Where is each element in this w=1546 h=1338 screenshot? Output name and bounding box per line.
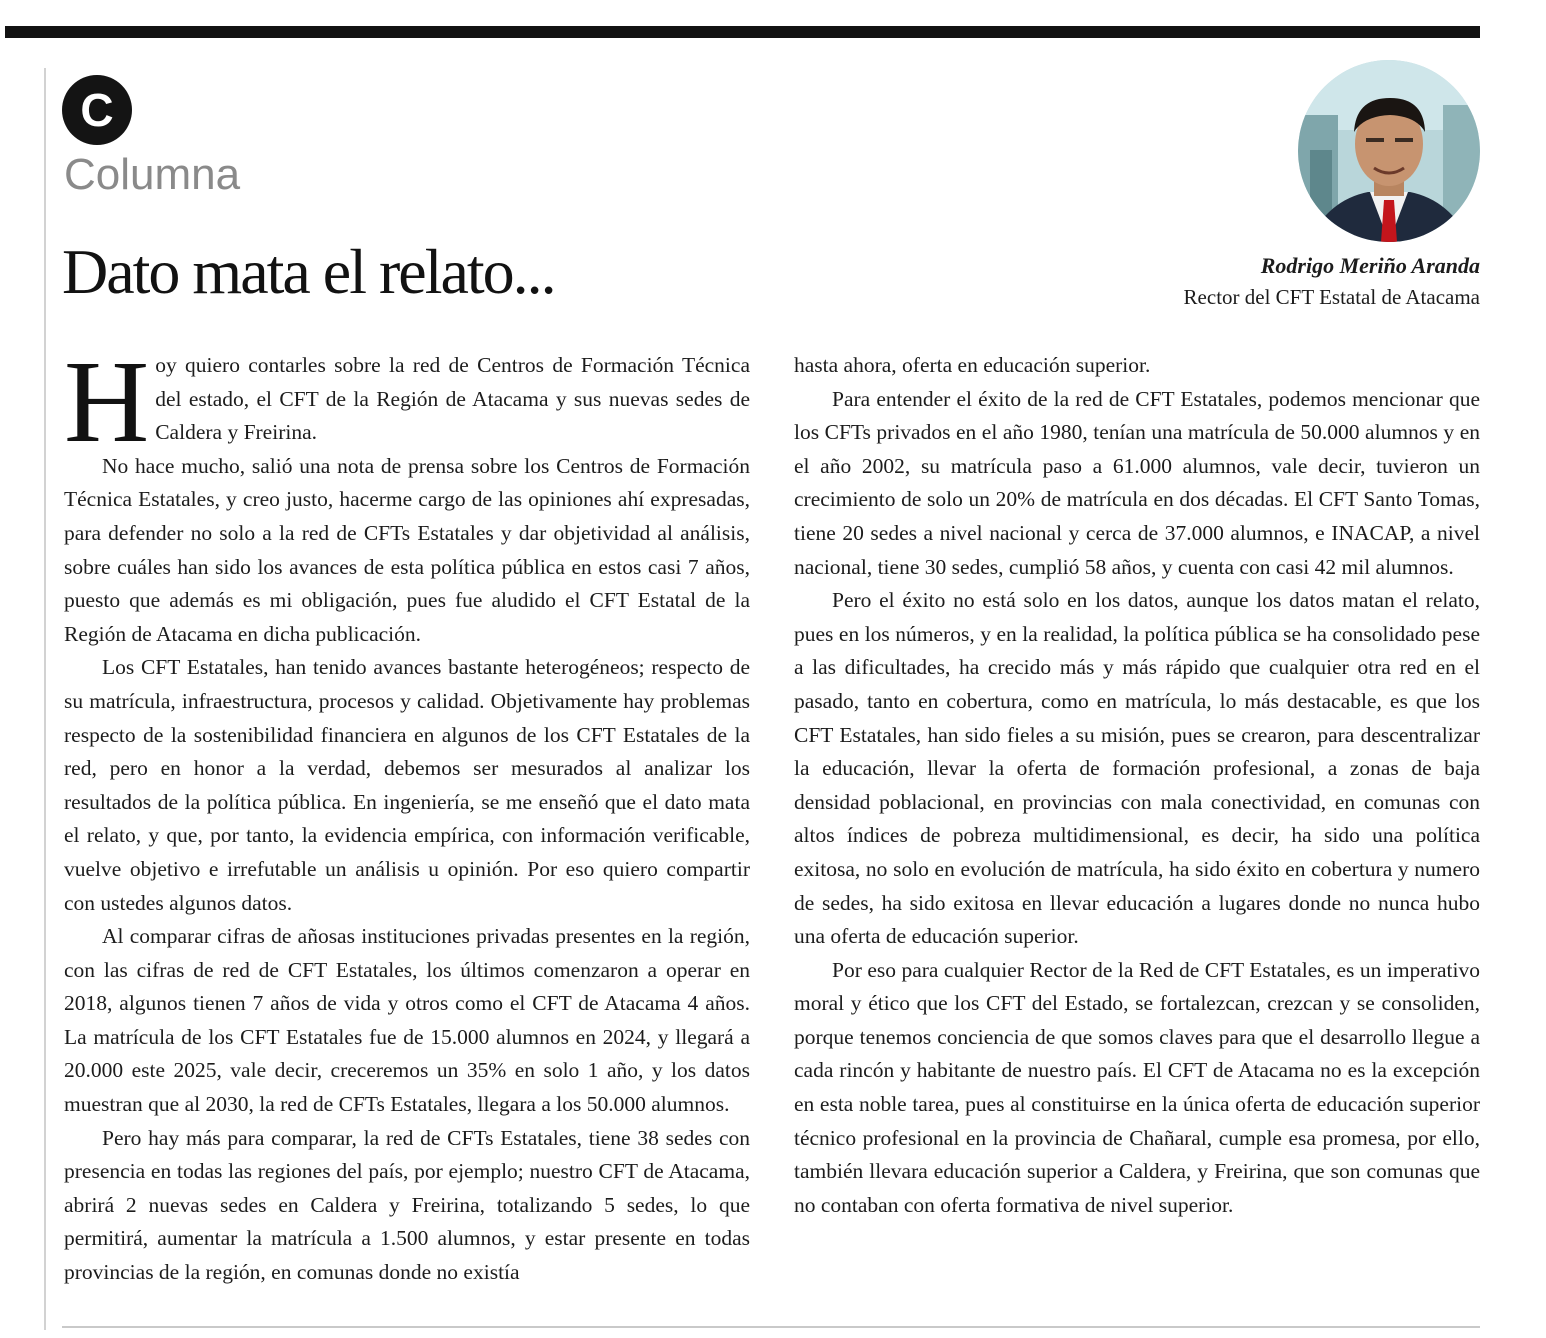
left-margin-rule — [44, 68, 46, 1330]
paragraph-3: Los CFT Estatales, han tenido avances bastante heterogéneos; respecto de su matrícula, infraestructura, procesos y calidad. Objetivamente hay problemas respecto de la sostenibilidad financiera en algunos de los CFT Estatales de la red, pero en honor a la verdad, debemos ser mesurados al analizar los resultados de la política pública. En ingeniería, se me enseñó que el dato mata el relato, y que, por tanto, la evidencia empírica, con información verificable, vuelve objetivo e irrefutable un análisis u opinión. Por eso quiero compartir con ustedes algunos datos. — [64, 655, 750, 915]
paragraph-4: Al comparar cifras de añosas instituciones privadas presentes en la región, con las cifras de red de CFT Estatales, los últimos comenzaron a operar en 2018, algunos tienen 7 años de vida y otros como el CFT de Atacama 4 años. La matrícula de los CFT Estatales fue de 15.000 alumnos en 2024, y llegará a 20.000 este 2025, vale decir, creceremos un 35% en solo 1 año, y los datos muestran que al 2030, la red de CFTs Estatales, llegara a los 50.000 alumnos. — [64, 924, 750, 1117]
author-name: Rodrigo Meriño Aranda — [1260, 253, 1480, 278]
paragraph-8: Por eso para cualquier Rector de la Red de CFT Estatales, es un imperativo moral y ético que los CFT del Estado, se fortalezcan, crezcan y se consoliden, porque tenemos conciencia de que somos claves para que el desarrollo llegue a cada rincón y habitante de nuestro país. El CFT de Atacama no es la excepción en esta noble tarea, pues al constituirse en la única oferta de educación superior técnico profesional en la provincia de Chañaral, cumple esa promesa, por ello, también llevara educación superior a Caldera, y Freirina, que son comunas que no contaban con oferta formativa de nivel superior. — [794, 957, 1480, 1217]
bottom-rule — [62, 1326, 1480, 1328]
drop-cap: H — [64, 336, 150, 467]
paragraph-5-continued: hasta ahora, oferta en educación superior. — [794, 353, 1151, 377]
author-role: Rector del CFT Estatal de Atacama — [1183, 285, 1480, 309]
top-rule — [5, 26, 1480, 38]
section-badge — [62, 75, 132, 145]
paragraph-7: Pero el éxito no está solo en los datos, aunque los datos matan el relato, pues en los números, y en la realidad, la política pública se ha consolidado pese a las dificultades, ha crecido más y más rápido que cualquier otra red en el pasado, tanto en cobertura, como en matrícula, lo más destacable, es que los CFT Estatales, han sido fieles a su misión, pues se crearon, para descentralizar la educación, llevar la oferta de formación profesional, a zonas de baja densidad poblacional, en provincias con mala conectividad, en comunas con altos índices de pobreza multidimensional, es decir, ha sido una política exitosa, no solo en evolución de matrícula, ha sido éxito en cobertura y numero de sedes, ha sido exitosa en llevar educación a lugares donde no nunca hubo una oferta de educación superior. — [794, 588, 1480, 949]
article-column-right — [794, 349, 1480, 1222]
headline: Dato mata el relato... — [62, 236, 555, 307]
article-column-left — [64, 336, 750, 1290]
paragraph-2: No hace mucho, salió una nota de prensa sobre los Centros de Formación Técnica Estatales, y creo justo, hacerme cargo de las opiniones ahí expresadas, para defender no solo a la red de CFTs Estatales y dar objetividad al análisis, sobre cuáles han sido los avances de esta política pública en estos casi 7 años, puesto que además es mi obligación, pues fue aludido el CFT Estatal de la Región de Atacama en dicha publicación. — [64, 453, 750, 646]
author-photo — [1298, 60, 1480, 242]
paragraph-6: Para entender el éxito de la red de CFT Estatales, podemos mencionar que los CFTs privados en el año 1980, tenían una matrícula de 50.000 alumnos y en el año 2002, su matrícula paso a 61.000 alumnos, vale decir, tuvieron un crecimiento de solo un 20% de matrícula en dos décadas. El CFT Santo Tomas, tiene 20 sedes a nivel nacional y cerca de 37.000 alumnos, e INACAP, a nivel nacional, tiene 30 sedes, cumplió 58 años, y cuenta con casi 42 mil alumnos. — [794, 386, 1480, 579]
paragraph-1 — [64, 336, 750, 467]
paragraph-5: Pero hay más para comparar, la red de CFTs Estatales, tiene 38 sedes con presencia en todas las regiones del país, por ejemplo; nuestro CFT de Atacama, abrirá 2 nuevas sedes en Caldera y Freirina, totalizando 5 sedes, lo que permitirá, aumentar la matrícula a 1.500 alumnos, y estar presente en todas provincias de la región, en comunas donde no existía — [64, 1125, 750, 1285]
section-badge-letter: C — [80, 84, 114, 136]
section-label: Columna — [64, 150, 241, 199]
paragraph-1-text: oy quiero contarles sobre la red de Centros de Formación Técnica del estado, el CFT de la Región de Atacama y sus nuevas sedes de Caldera y Freirina. — [155, 353, 750, 445]
